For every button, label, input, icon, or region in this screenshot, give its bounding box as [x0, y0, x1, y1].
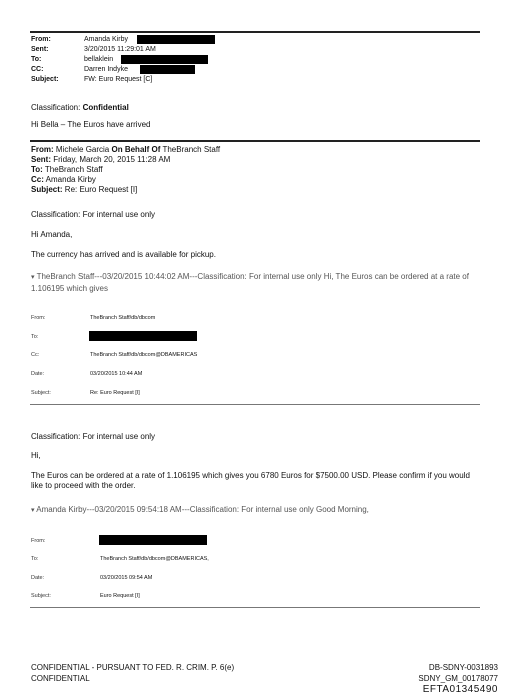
meta1-subject-label: Subject:: [31, 390, 51, 396]
meta1-cc-value: TheBranch Staff/db/dbcom@DBAMERICAS: [90, 352, 198, 358]
redaction-bar: [89, 331, 197, 341]
header-from-value: Amanda Kirby: [84, 36, 128, 43]
msg2-body: The currency has arrived and is available for pickup.: [31, 250, 216, 259]
msg3-classification: Classification: For internal use only: [31, 432, 156, 441]
redaction-bar: [121, 55, 208, 64]
footer-right-2: SDNY_GM_00178077: [418, 674, 498, 683]
msg3-greeting: Hi,: [31, 451, 41, 460]
msg1-body: Hi Bella – The Euros have arrived: [31, 120, 151, 129]
redaction-bar: [140, 65, 195, 74]
quote-caret-icon: ▾: [31, 507, 35, 514]
meta2-rule: [30, 607, 480, 608]
meta1-cc-label: Cc:: [31, 352, 40, 358]
header-subject-label: Subject:: [31, 76, 59, 83]
meta1-subject-value: Re: Euro Request [I]: [90, 390, 140, 396]
meta1-to-label: To:: [31, 334, 39, 340]
meta1-from-label: From:: [31, 315, 46, 321]
meta2-date-value: 03/20/2015 09:54 AM: [100, 575, 153, 581]
fwd-from: From: Michele Garcia On Behalf Of TheBranch Staff: [31, 145, 221, 154]
footer-left-1: CONFIDENTIAL - PURSUANT TO FED. R. CRIM. P. 6(e): [31, 663, 235, 672]
fwd-subject: Subject: Re: Euro Request [I]: [31, 185, 138, 194]
meta1-date-value: 03/20/2015 10:44 AM: [90, 371, 143, 377]
msg2-classification: Classification: For internal use only: [31, 210, 156, 219]
msg2-quote: ▾ TheBranch Staff---03/20/2015 10:44:02 AM---Classification: For internal use only Hi, The Euros can be ordered at a rate of 1.106195 which gives: [31, 272, 469, 293]
redaction-bar: [137, 35, 215, 44]
header-sent-value: 3/20/2015 11:29:01 AM: [84, 46, 156, 53]
msg2-greeting: Hi Amanda,: [31, 230, 73, 239]
meta2-date-label: Date:: [31, 575, 45, 581]
header-sent-label: Sent:: [31, 46, 49, 53]
fwd-to: To: TheBranch Staff: [31, 165, 103, 174]
meta2-to-value: TheBranch Staff/db/dbcom@DBAMERICAS,: [100, 556, 209, 562]
fwd-sent: Sent: Friday, March 20, 2015 11:28 AM: [31, 155, 171, 164]
header-to-label: To:: [31, 56, 42, 63]
fwd-cc: Cc: Amanda Kirby: [31, 175, 96, 184]
meta2-from-label: From:: [31, 538, 46, 544]
header-from-label: From:: [31, 36, 51, 43]
msg3-quote: ▾ Amanda Kirby---03/20/2015 09:54:18 AM---Classification: For internal use only Good Morning,: [31, 505, 369, 514]
meta2-subject-label: Subject:: [31, 593, 51, 599]
msg3-body: The Euros can be ordered at a rate of 1.106195 which gives you 6780 Euros for $7500.00 USD. Please confirm if you would like to proceed with the order.: [31, 471, 470, 490]
meta2-to-label: To:: [31, 556, 39, 562]
msg1-classification: Classification: Confidential: [31, 103, 129, 112]
quote-caret-icon: ▾: [31, 274, 35, 281]
redaction-bar: [99, 535, 207, 545]
footer-right-1: DB-SDNY-0031893: [428, 663, 498, 672]
meta2-subject-value: Euro Request [I]: [100, 593, 140, 599]
header-top-rule: [30, 31, 480, 33]
meta1-date-label: Date:: [31, 371, 45, 377]
header-to-value: bellaklein: [84, 56, 114, 63]
header-cc-label: CC:: [31, 66, 44, 73]
footer-left-2: CONFIDENTIAL: [31, 674, 90, 683]
meta1-rule: [30, 404, 480, 405]
meta1-from-value: TheBranch Staff/db/dbcom: [90, 315, 156, 321]
fwd-rule: [30, 140, 480, 142]
header-cc-value: Darren Indyke: [84, 66, 128, 73]
footer-right-3: EFTA01345490: [422, 684, 498, 695]
header-subject-value: FW: Euro Request [C]: [84, 76, 153, 83]
